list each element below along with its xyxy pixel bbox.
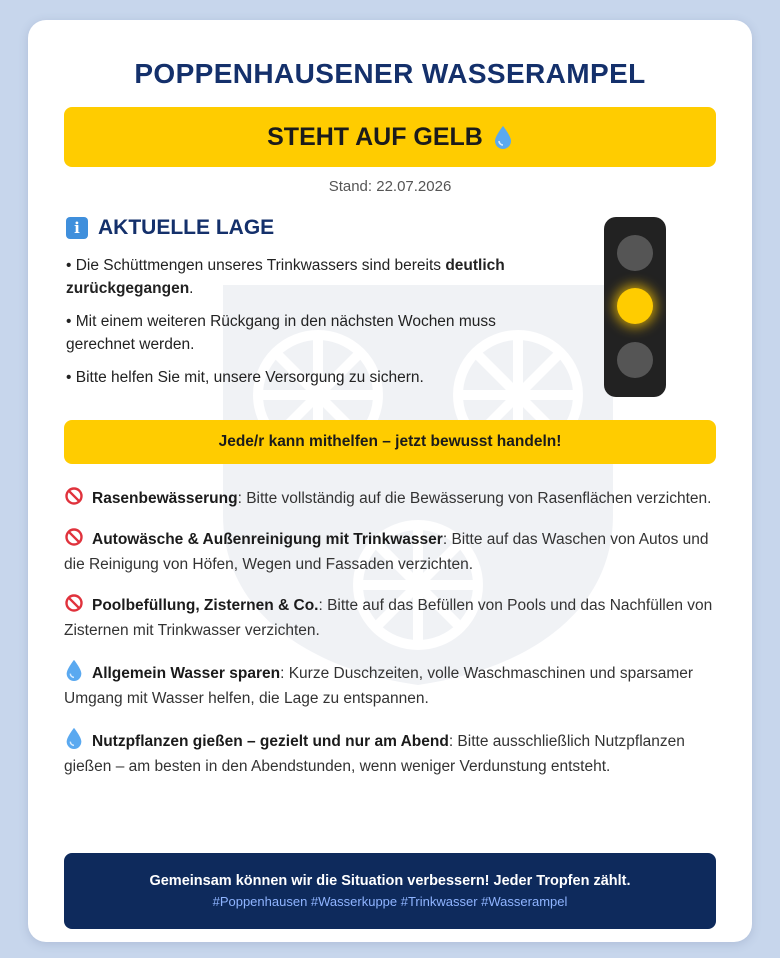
call-to-action-banner: Jede/r kann mithelfen – jetzt bewusst handeln!: [64, 420, 716, 464]
water-drop-icon: [64, 727, 84, 749]
rule-item: [64, 659, 714, 711]
rule-item: [64, 727, 714, 779]
current-situation-title: AKTUELLE LAGE: [98, 216, 275, 239]
footer-hashtags: #Poppenhausen #Wasserkuppe #Trinkwasser #Wasserampel: [212, 894, 568, 909]
rule-item: [64, 593, 714, 643]
situation-bullet-emphasis: deutlich zurückgegangen: [66, 257, 505, 297]
rule-text: : Bitte ausschließlich Nutzpflanzen gießen – am besten in den Abendstunden, wenn weniger Verdunstung entsteht.: [64, 733, 685, 775]
traffic-light-red-lamp: [617, 235, 653, 271]
rule-item: [64, 486, 714, 511]
water-drop-icon: [64, 659, 84, 681]
rule-title: Nutzpflanzen gießen – gezielt und nur am Abend: [92, 733, 449, 750]
situation-bullet: • Die Schüttmengen unseres Trinkwassers sind bereits deutlich zurückgegangen.: [66, 257, 505, 297]
rule-item: [64, 527, 714, 577]
rule-title: Autowäsche & Außenreinigung mit Trinkwasser: [92, 531, 443, 548]
traffic-light: [604, 217, 666, 397]
traffic-light-green-lamp: [617, 342, 653, 378]
status-banner: [64, 107, 716, 167]
status-label: STEHT AUF GELB: [267, 122, 483, 151]
prohibited-icon: [64, 486, 84, 506]
rule-text: : Bitte auf das Befüllen von Pools und das Nachfüllen von Zisternen mit Trinkwasser verzichten.: [64, 597, 713, 639]
rule-title: Poolbefüllung, Zisternen & Co.: [92, 597, 319, 614]
rule-title: Allgemein Wasser sparen: [92, 665, 281, 682]
situation-bullet: • Mit einem weiteren Rückgang in den nächsten Wochen muss gerechnet werden.: [66, 313, 496, 353]
rule-title: Rasenbewässerung: [92, 490, 238, 507]
footer-banner: [64, 853, 716, 929]
current-situation-section: [66, 216, 536, 399]
info-icon: i: [66, 217, 88, 239]
rule-text: : Bitte auf das Waschen von Autos und die Reinigung von Höfen, Wegen und Fassaden verzichten.: [64, 531, 709, 573]
prohibited-icon: [64, 593, 84, 613]
current-situation-heading: [66, 216, 536, 240]
footer-message: Gemeinsam können wir die Situation verbessern! Jeder Tropfen zählt.: [149, 873, 631, 889]
page-title: POPPENHAUSENER WASSERAMPEL: [134, 58, 646, 89]
info-card: [28, 20, 752, 942]
water-drop-icon: [493, 125, 513, 149]
prohibited-icon: [64, 527, 84, 547]
situation-bullet: • Bitte helfen Sie mit, unsere Versorgung zu sichern.: [66, 369, 424, 386]
traffic-light-yellow-lamp: [617, 288, 653, 324]
rules-list: [64, 486, 714, 795]
status-date: Stand: 22.07.2026: [328, 178, 452, 195]
rule-text: : Kurze Duschzeiten, volle Waschmaschinen und sparsamer Umgang mit Wasser helfen, die Lage zu entspannen.: [64, 665, 694, 707]
rule-text: : Bitte vollständig auf die Bewässerung von Rasenflächen verzichten.: [237, 490, 712, 507]
